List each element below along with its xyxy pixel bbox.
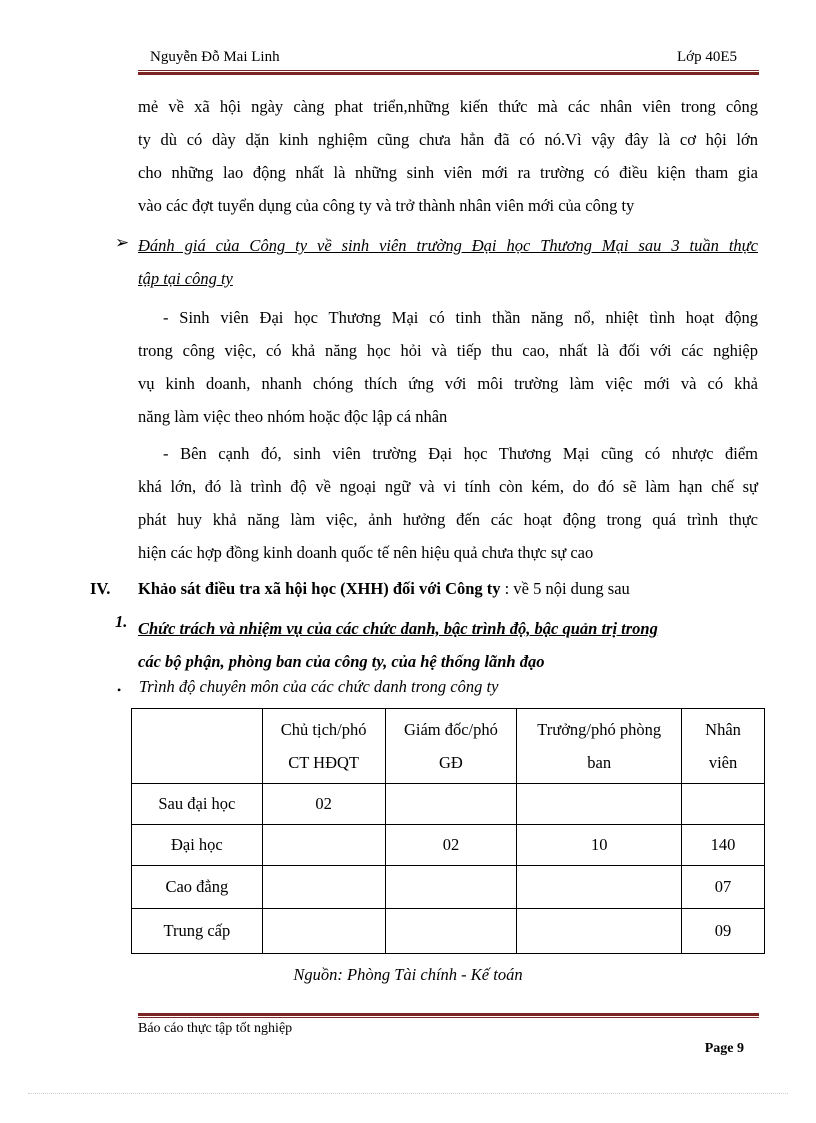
table-cell xyxy=(262,825,385,866)
paragraph-line: ty dù có dày dặn kinh nghiệm cũng chưa hẳn đã có nó.Vì vậy đây là cơ hội lớn xyxy=(138,130,758,149)
table-cell: 07 xyxy=(682,866,765,909)
subsection-title-line: Chức trách và nhiệm vụ của các chức danh, bậc trình độ, bậc quản trị trong xyxy=(138,619,658,638)
footer-title: Báo cáo thực tập tốt nghiệp xyxy=(138,1021,293,1036)
paragraph-line: - Sinh viên Đại học Thương Mại có tinh thần năng nổ, nhiệt tình hoạt động xyxy=(163,308,758,327)
table-cell xyxy=(682,784,765,825)
table-header-cell: Nhân viên xyxy=(682,709,765,784)
paragraph-line: trong công việc, có khả năng học hỏi và tiếp thu cao, nhất là đối với các nghiệp xyxy=(138,341,758,360)
table-row-label: Trung cấp xyxy=(132,909,263,954)
table-cell: 02 xyxy=(385,825,517,866)
footer-rule xyxy=(138,1013,759,1018)
table-cell xyxy=(385,866,517,909)
bullet-text: Trình độ chuyên môn của các chức danh trong công ty xyxy=(139,677,499,696)
paragraph-line: mẻ về xã hội ngày càng phat triển,những kiến thức mà các nhân viên trong công xyxy=(138,97,758,116)
header-author: Nguyễn Đỗ Mai Linh xyxy=(150,49,280,65)
table-row xyxy=(132,784,765,825)
paragraph-strengths xyxy=(138,301,758,433)
paragraph-intro xyxy=(138,90,758,222)
table-cell xyxy=(385,784,517,825)
section-title xyxy=(138,579,630,599)
table-cell xyxy=(262,866,385,909)
paragraph-line: vụ kinh doanh, nhanh chóng thích ứng với môi trường làm việc mới và có khả xyxy=(138,374,758,393)
subsection-title xyxy=(138,612,760,678)
table-header-cell: Giám đốc/phó GĐ xyxy=(385,709,517,784)
table-row-label: Cao đẳng xyxy=(132,866,263,909)
page-number: Page 9 xyxy=(704,1041,744,1056)
header-class: Lớp 40E5 xyxy=(676,49,737,65)
table-cell xyxy=(517,909,682,954)
table-cell: 10 xyxy=(517,825,682,866)
table-row-label: Đại học xyxy=(132,825,263,866)
table-header-cell: Trưởng/phó phòng ban xyxy=(517,709,682,784)
bullet-icon: • xyxy=(117,683,122,697)
table-cell: 09 xyxy=(682,909,765,954)
evaluation-heading-line: Đánh giá của Công ty về sinh viên trường Đại học Thương Mại sau 3 tuần thực xyxy=(138,236,758,255)
section-title-bold: Khảo sát điều tra xã hội học (XHH) đối với Công ty xyxy=(138,579,501,598)
subsection-title-line: các bộ phận, phòng ban của công ty, của hệ thống lãnh đạo xyxy=(138,652,545,671)
subsection-number: 1. xyxy=(115,612,128,631)
paragraph-line: năng làm việc theo nhóm hoặc độc lập cá nhân xyxy=(138,407,448,426)
table-cell: 02 xyxy=(262,784,385,825)
table-cell xyxy=(517,866,682,909)
paragraph-line: hiện các hợp đồng kinh doanh quốc tế nên hiệu quả chưa thực sự cao xyxy=(138,543,594,562)
evaluation-heading-line: tập tại công ty xyxy=(138,269,233,288)
qualification-table xyxy=(131,708,765,954)
table-cell xyxy=(262,909,385,954)
table-row xyxy=(132,866,765,909)
table-row xyxy=(132,909,765,954)
table-cell: 140 xyxy=(682,825,765,866)
paragraph-line: vào các đợt tuyển dụng của công ty và trở thành nhân viên mới của công ty xyxy=(138,196,635,215)
table-cell xyxy=(517,784,682,825)
paragraph-line: phát huy khả năng làm việc, ảnh hưởng đến các hoạt động trong quá trình thực xyxy=(138,510,758,529)
table-header-row xyxy=(132,709,765,784)
table-source: Nguồn: Phòng Tài chính - Kế toán xyxy=(293,965,523,984)
table-cell xyxy=(385,909,517,954)
header-rule xyxy=(138,70,759,75)
table-header-cell xyxy=(132,709,263,784)
paragraph-line: cho những lao động nhất là những sinh viên mới ra trường có điều kiện tham gia xyxy=(138,163,758,182)
evaluation-heading xyxy=(138,229,758,295)
arrow-bullet-icon: ➢ xyxy=(115,233,130,252)
table-header-cell: Chủ tịch/phó CT HĐQT xyxy=(262,709,385,784)
paragraph-weaknesses xyxy=(138,437,758,569)
paragraph-line: khá lớn, đó là trình độ về ngoại ngữ và vi tính còn kém, do đó sẽ làm hạn chế sự xyxy=(138,477,758,496)
table-row xyxy=(132,825,765,866)
paragraph-line: - Bên cạnh đó, sinh viên trường Đại học Thương Mại cũng có nhược điểm xyxy=(163,444,758,463)
section-title-rest: : về 5 nội dung sau xyxy=(500,579,630,598)
section-number: IV. xyxy=(90,579,111,598)
page-boundary xyxy=(28,1093,788,1094)
table-row-label: Sau đại học xyxy=(132,784,263,825)
